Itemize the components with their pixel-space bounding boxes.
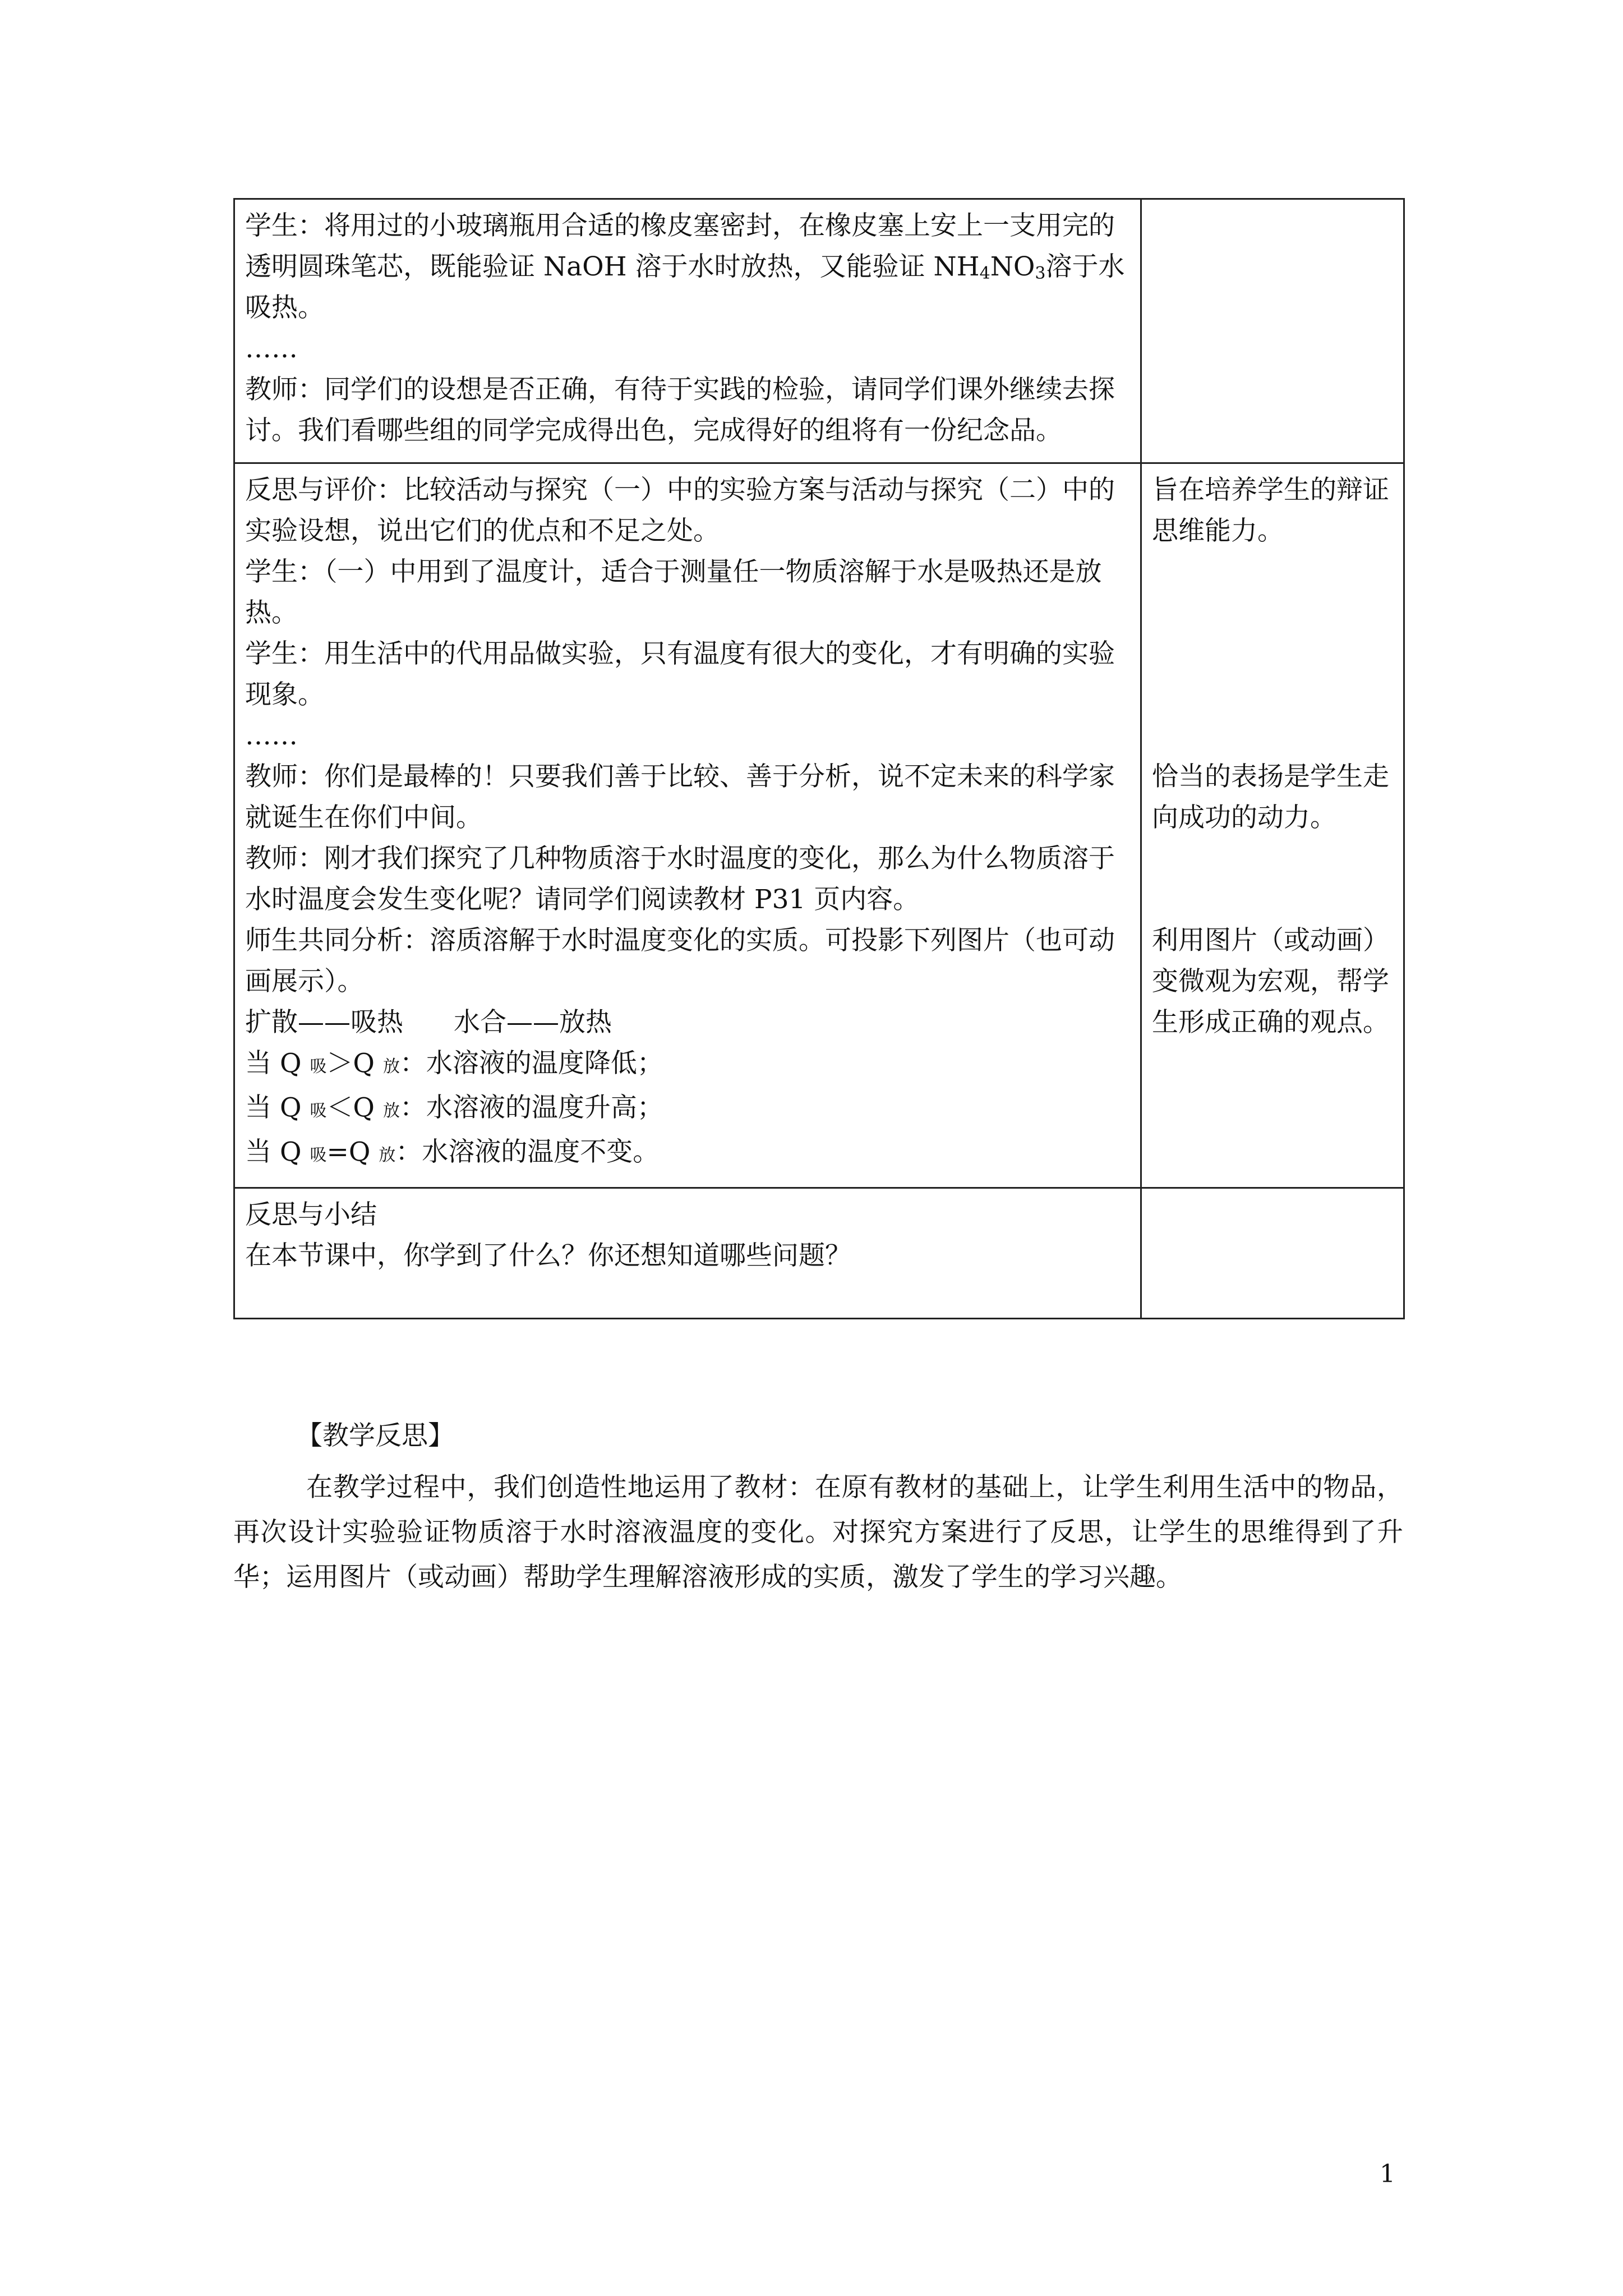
summary-title: 反思与小结 [245, 1199, 377, 1230]
process-cell [234, 1188, 1141, 1319]
reflection-title: 【教学反思】 [296, 1420, 454, 1451]
intent-cell [1141, 1188, 1404, 1319]
process-cell [234, 199, 1141, 463]
intent-cell [1141, 199, 1404, 463]
student-line: 学生：（一）中用到了温度计，适合于测量任一物质溶解于水是吸热还是放热。 [245, 556, 1102, 628]
student-line: 学生：用生活中的代用品做实验，只有温度有很大的变化，才有明确的实验现象。 [245, 638, 1115, 710]
process-cell [234, 463, 1141, 1188]
page-number: 1 [1380, 2160, 1395, 2188]
design-note: 恰当的表扬是学生走向成功的动力。 [1152, 761, 1389, 833]
diffuse-hydrate-line: 扩散——吸热 水合——放热 [245, 1007, 612, 1038]
table-row [234, 199, 1404, 463]
teacher-line: 教师：同学们的设想是否正确，有待于实践的检验，请同学们课外继续去探讨。我们看哪些组的同学完成得出色，完成得好的组将有一份纪念品。 [245, 374, 1115, 446]
ellipsis: …… [245, 720, 298, 751]
reflection-intro: 反思与评价：比较活动与探究（一）中的实验方案与活动与探究（二）中的实验设想，说出它们的优点和不足之处。 [245, 475, 1115, 546]
lesson-table [233, 198, 1405, 1319]
intent-cell [1141, 463, 1404, 1188]
teaching-reflection [233, 1414, 1403, 1600]
student-line: 学生：将用过的小玻璃瓶用合适的橡皮塞密封，在橡皮塞上安上一支用完的透明圆珠笔芯，既能验证 NaOH 溶于水时放热，又能验证 $NH_4NO_3$溶于水吸热。 [245, 210, 1125, 323]
q-condition-2: 当 Q 吸＜Q 放：水溶液的温度升高； [245, 1092, 663, 1123]
ellipsis: …… [245, 333, 298, 364]
joint-analysis: 师生共同分析：溶质溶解于水时温度变化的实质。可投影下列图片（也可动画展示）。 [245, 925, 1115, 997]
q-condition-3: 当 Q 吸=Q 放：水溶液的温度不变。 [245, 1137, 660, 1167]
teacher-line: 教师：你们是最棒的！只要我们善于比较、善于分析，说不定未来的科学家就诞生在你们中间。 [245, 761, 1115, 833]
reflection-paragraph: 在教学过程中，我们创造性地运用了教材：在原有教材的基础上，让学生利用生活中的物品，再次设计实验验证物质溶于水时溶液温度的变化。对探究方案进行了反思，让学生的思维得到了升华；运用图片（或动画）帮助学生理解溶液形成的实质，激发了学生的学习兴趣。 [233, 1472, 1403, 1593]
teacher-line: 教师：刚才我们探究了几种物质溶于水时温度的变化，那么为什么物质溶于水时温度会发生变化呢？请同学们阅读教材 P31 页内容。 [245, 843, 1115, 915]
q-condition-1: 当 Q 吸＞Q 放：水溶液的温度降低； [245, 1048, 663, 1079]
summary-question: 在本节课中，你学到了什么？你还想知道哪些问题？ [245, 1240, 851, 1271]
design-note: 旨在培养学生的辩证思维能力。 [1152, 475, 1389, 546]
table-row [234, 463, 1404, 1188]
design-note: 利用图片（或动画）变微观为宏观，帮学生形成正确的观点。 [1152, 925, 1389, 1038]
table-row [234, 1188, 1404, 1319]
